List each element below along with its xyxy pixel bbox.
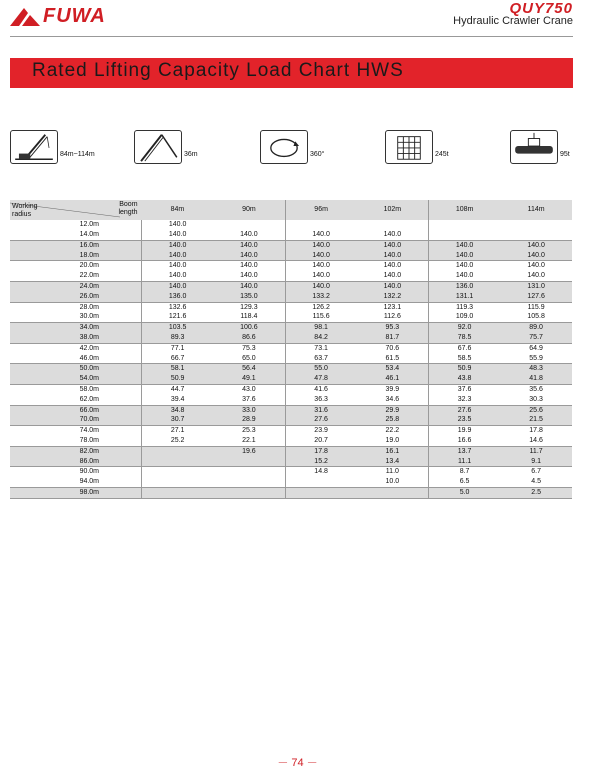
capacity-cell: 53.4 (385, 365, 400, 373)
capacity-cell: 140.0 (383, 241, 402, 249)
capacity-cell: 46.1 (357, 374, 429, 384)
radius-cell: 46.0m (10, 354, 142, 364)
capacity-cell: 86.6 (213, 333, 285, 343)
radius-cell: 86.0m (10, 457, 142, 467)
crawler-weight-label: 95t (560, 151, 570, 158)
capacity-cell: 131.0 (527, 282, 545, 290)
capacity-cell (142, 446, 214, 456)
table-corner-header (10, 200, 142, 220)
page-number: － 74 － (277, 757, 318, 769)
capacity-cell: 5.0 (428, 487, 500, 498)
capacity-cell: 140.0 (142, 281, 214, 291)
capacity-cell: 140.0 (428, 261, 500, 271)
capacity-cell: 4.5 (500, 477, 572, 487)
capacity-cell (142, 467, 214, 477)
capacity-cell: 70.6 (385, 344, 400, 352)
capacity-cell: 9.1 (500, 457, 572, 467)
capacity-cell: 25.2 (142, 436, 214, 446)
capacity-cell: 133.2 (285, 292, 357, 302)
capacity-cell: 56.4 (242, 365, 256, 373)
capacity-cell: 140.0 (142, 251, 214, 261)
load-chart-table (10, 200, 572, 499)
capacity-cell: 140.0 (213, 251, 285, 261)
capacity-cell: 6.7 (531, 468, 541, 476)
radius-cell: 90.0m (79, 468, 100, 476)
capacity-cell: 43.8 (428, 374, 500, 384)
radius-cell: 54.0m (10, 374, 142, 384)
table-row (10, 415, 572, 425)
table-row (10, 251, 572, 261)
capacity-cell: 140.0 (357, 271, 429, 281)
table-row (10, 240, 572, 250)
radius-cell: 34.0m (79, 324, 100, 332)
capacity-cell: 63.7 (285, 354, 357, 364)
jib-config (134, 130, 198, 164)
capacity-cell: 15.2 (285, 457, 357, 467)
radius-cell: 26.0m (10, 292, 142, 302)
table-row (10, 487, 572, 498)
capacity-cell: 112.6 (357, 312, 429, 322)
capacity-cell (285, 220, 357, 230)
radius-cell: 66.0m (79, 406, 100, 414)
capacity-cell: 19.9 (428, 426, 500, 436)
capacity-cell: 35.6 (529, 385, 543, 393)
capacity-cell: 61.5 (357, 354, 429, 364)
capacity-cell: 140.0 (527, 241, 545, 249)
table-row (10, 323, 572, 333)
capacity-cell: 121.6 (142, 312, 214, 322)
radius-cell: 98.0m (10, 487, 142, 498)
capacity-cell: 140.0 (285, 251, 357, 261)
rotation-icon (260, 130, 308, 164)
capacity-cell: 16.6 (428, 436, 500, 446)
col-header: 102m (383, 206, 402, 214)
table-row (10, 271, 572, 281)
capacity-cell: 16.1 (385, 447, 400, 455)
capacity-cell: 25.6 (529, 406, 543, 414)
configuration-icons (10, 130, 573, 164)
capacity-cell: 41.8 (500, 374, 572, 384)
capacity-cell (142, 457, 214, 467)
capacity-cell: 34.6 (357, 395, 429, 405)
capacity-cell: 29.9 (385, 406, 400, 414)
table-row (10, 405, 572, 415)
capacity-cell: 89.3 (142, 333, 214, 343)
capacity-cell: 140.0 (383, 282, 402, 290)
capacity-cell: 55.9 (500, 354, 572, 364)
capacity-cell (213, 477, 285, 487)
capacity-cell: 14.8 (285, 467, 357, 477)
capacity-cell: 23.5 (428, 415, 500, 425)
table-row (10, 333, 572, 343)
capacity-cell: 27.6 (428, 405, 500, 415)
capacity-cell: 58.1 (142, 364, 214, 374)
corner-radius-label: Working radius (12, 203, 38, 218)
capacity-cell: 19.6 (242, 447, 256, 455)
radius-cell: 62.0m (10, 395, 142, 405)
capacity-cell: 140.0 (285, 281, 357, 291)
capacity-cell: 140.0 (213, 230, 285, 240)
capacity-cell: 21.5 (500, 415, 572, 425)
capacity-cell: 140.0 (142, 261, 214, 271)
capacity-cell: 48.3 (529, 365, 543, 373)
radius-cell: 58.0m (79, 385, 100, 393)
table-row (10, 312, 572, 322)
radius-cell: 50.0m (79, 365, 100, 373)
capacity-cell (285, 477, 357, 487)
col-header: 108m (428, 200, 500, 220)
capacity-cell: 132.6 (142, 302, 214, 312)
table-body (10, 220, 572, 498)
capacity-cell: 28.9 (213, 415, 285, 425)
fuwa-mark-icon (10, 6, 40, 28)
capacity-cell: 13.7 (428, 446, 500, 456)
jib-icon (134, 130, 182, 164)
capacity-cell: 41.6 (285, 384, 357, 394)
capacity-cell: 36.3 (285, 395, 357, 405)
capacity-cell: 132.2 (357, 292, 429, 302)
capacity-cell: 140.0 (142, 220, 214, 230)
capacity-cell: 75.7 (500, 333, 572, 343)
capacity-cell: 50.9 (142, 374, 214, 384)
model-number: QUY750 (509, 0, 573, 17)
capacity-cell (500, 220, 572, 230)
capacity-cell: 115.6 (285, 312, 357, 322)
capacity-cell: 75.3 (242, 344, 256, 352)
table-row (10, 457, 572, 467)
capacity-cell: 17.8 (529, 427, 543, 435)
capacity-cell: 25.8 (357, 415, 429, 425)
capacity-cell: 73.1 (285, 343, 357, 353)
capacity-cell: 81.7 (357, 333, 429, 343)
capacity-cell: 140.0 (142, 230, 214, 240)
capacity-cell: 10.0 (357, 477, 429, 487)
capacity-cell: 98.1 (285, 323, 357, 333)
capacity-cell: 13.4 (357, 457, 429, 467)
radius-cell: 82.0m (79, 447, 100, 455)
capacity-cell: 33.0 (242, 406, 256, 414)
radius-cell: 16.0m (79, 241, 100, 249)
capacity-cell: 11.7 (529, 447, 543, 455)
table-row (10, 477, 572, 487)
capacity-cell: 43.0 (242, 385, 256, 393)
capacity-cell: 140.0 (285, 261, 357, 271)
capacity-cell: 140.0 (142, 271, 214, 281)
capacity-cell: 136.0 (142, 292, 214, 302)
capacity-cell: 127.6 (500, 292, 572, 302)
col-header: 96m (285, 200, 357, 220)
col-header: 90m (242, 206, 256, 214)
capacity-cell: 19.0 (357, 436, 429, 446)
radius-cell: 12.0m (79, 221, 100, 229)
rotation-label: 360° (310, 151, 325, 158)
capacity-cell (142, 487, 214, 498)
capacity-cell: 140.0 (527, 262, 545, 270)
capacity-cell: 58.5 (428, 354, 500, 364)
capacity-cell: 140.0 (357, 251, 429, 261)
capacity-cell: 140.0 (285, 271, 357, 281)
table-row (10, 220, 572, 230)
capacity-cell: 20.7 (285, 436, 357, 446)
table-row (10, 395, 572, 405)
table-header-row (10, 200, 572, 220)
table-row (10, 374, 572, 384)
boom-length-label: 84m~114m (60, 151, 95, 158)
capacity-cell: 135.0 (213, 292, 285, 302)
capacity-cell: 50.9 (428, 364, 500, 374)
capacity-cell: 123.1 (383, 303, 402, 311)
capacity-cell: 140.0 (240, 262, 258, 270)
table-row (10, 281, 572, 291)
brand-name: FUWA (43, 5, 106, 27)
capacity-cell: 31.6 (285, 405, 357, 415)
chart-title: Rated Lifting Capacity Load Chart HWS (32, 60, 404, 81)
capacity-cell (213, 457, 285, 467)
radius-cell: 38.0m (10, 333, 142, 343)
capacity-cell (285, 487, 357, 498)
capacity-cell: 30.3 (500, 395, 572, 405)
fuwa-logo (10, 5, 106, 28)
table-row (10, 261, 572, 271)
capacity-cell: 6.5 (428, 477, 500, 487)
table-row (10, 426, 572, 436)
capacity-cell: 119.3 (428, 302, 500, 312)
radius-cell: 28.0m (79, 303, 100, 311)
radius-cell: 74.0m (79, 427, 100, 435)
capacity-cell: 39.9 (385, 385, 400, 393)
capacity-cell: 100.6 (240, 324, 258, 332)
radius-cell: 22.0m (10, 271, 142, 281)
capacity-cell: 27.1 (142, 426, 214, 436)
capacity-cell: 2.5 (500, 487, 572, 498)
capacity-cell: 131.1 (428, 292, 500, 302)
radius-cell: 94.0m (10, 477, 142, 487)
counterweight-label: 245t (435, 151, 449, 158)
capacity-cell: 140.0 (428, 240, 500, 250)
radius-cell: 78.0m (10, 436, 142, 446)
capacity-cell: 103.5 (142, 323, 214, 333)
boom-crane-icon (10, 130, 58, 164)
capacity-cell (428, 230, 500, 240)
table-row (10, 364, 572, 374)
capacity-cell: 140.0 (428, 251, 500, 261)
capacity-cell: 11.1 (428, 457, 500, 467)
radius-cell: 30.0m (10, 312, 142, 322)
capacity-cell: 140.0 (383, 262, 402, 270)
capacity-cell: 22.2 (385, 427, 400, 435)
boom-config (10, 130, 95, 164)
capacity-cell: 23.9 (285, 426, 357, 436)
capacity-cell: 115.9 (527, 303, 545, 311)
capacity-cell: 17.8 (285, 446, 357, 456)
header-rule (10, 36, 573, 37)
capacity-cell: 25.3 (242, 427, 256, 435)
capacity-cell: 140.0 (500, 251, 572, 261)
crawler-icon (510, 130, 558, 164)
capacity-cell: 32.3 (428, 395, 500, 405)
capacity-cell: 66.7 (142, 354, 214, 364)
table-row (10, 384, 572, 394)
capacity-cell: 37.6 (428, 384, 500, 394)
capacity-cell (357, 487, 429, 498)
capacity-cell: 140.0 (213, 271, 285, 281)
capacity-cell: 140.0 (240, 241, 258, 249)
table-row (10, 467, 572, 477)
table-row (10, 354, 572, 364)
capacity-cell: 27.6 (285, 415, 357, 425)
capacity-cell: 55.0 (285, 364, 357, 374)
capacity-cell: 77.1 (142, 343, 214, 353)
table-row (10, 302, 572, 312)
radius-cell: 42.0m (79, 344, 100, 352)
radius-cell: 18.0m (10, 251, 142, 261)
capacity-cell (142, 477, 214, 487)
radius-cell: 14.0m (10, 230, 142, 240)
capacity-cell: 64.9 (529, 344, 543, 352)
capacity-cell: 30.7 (142, 415, 214, 425)
capacity-cell: 129.3 (240, 303, 258, 311)
title-banner (10, 58, 573, 88)
capacity-cell: 105.8 (500, 312, 572, 322)
table-row (10, 230, 572, 240)
col-header: 84m (170, 206, 185, 214)
capacity-cell: 11.0 (385, 468, 399, 476)
radius-cell: 20.0m (79, 262, 100, 270)
capacity-cell: 89.0 (529, 324, 543, 332)
capacity-cell: 140.0 (285, 240, 357, 250)
capacity-cell (428, 220, 500, 230)
capacity-cell: 140.0 (500, 271, 572, 281)
capacity-cell: 84.2 (285, 333, 357, 343)
table-row (10, 446, 572, 456)
capacity-cell (357, 220, 429, 230)
corner-boom-label: Boom length (118, 201, 138, 216)
capacity-cell (213, 487, 285, 498)
capacity-cell: 118.4 (213, 312, 285, 322)
table-row (10, 436, 572, 446)
counterweight-config (385, 130, 449, 164)
capacity-cell: 22.1 (213, 436, 285, 446)
capacity-cell: 126.2 (285, 302, 357, 312)
table-row (10, 343, 572, 353)
capacity-cell (500, 230, 572, 240)
radius-cell: 24.0m (79, 282, 100, 290)
capacity-cell: 95.3 (385, 324, 400, 332)
jib-length-label: 36m (184, 151, 198, 158)
capacity-cell: 140.0 (285, 230, 357, 240)
capacity-cell: 136.0 (428, 281, 500, 291)
capacity-cell: 44.7 (142, 384, 214, 394)
capacity-cell: 140.0 (428, 271, 500, 281)
capacity-cell: 8.7 (428, 467, 500, 477)
capacity-cell: 140.0 (142, 240, 214, 250)
capacity-cell: 14.6 (500, 436, 572, 446)
capacity-cell: 140.0 (240, 282, 258, 290)
capacity-cell: 37.6 (213, 395, 285, 405)
radius-cell: 70.0m (10, 415, 142, 425)
rotation-config (260, 130, 324, 164)
capacity-cell: 67.6 (428, 343, 500, 353)
capacity-cell: 47.8 (285, 374, 357, 384)
crawler-config (510, 130, 570, 164)
capacity-cell: 140.0 (357, 230, 429, 240)
table-row (10, 292, 572, 302)
capacity-cell: 34.8 (142, 405, 214, 415)
capacity-cell (213, 220, 285, 230)
capacity-cell: 109.0 (428, 312, 500, 322)
capacity-cell: 65.0 (213, 354, 285, 364)
capacity-cell: 78.5 (428, 333, 500, 343)
col-header: 114m (527, 206, 545, 214)
counterweight-icon (385, 130, 433, 164)
capacity-cell (213, 467, 285, 477)
capacity-cell: 49.1 (213, 374, 285, 384)
capacity-cell: 39.4 (142, 395, 214, 405)
capacity-cell: 92.0 (428, 323, 500, 333)
product-subtitle: Hydraulic Crawler Crane (453, 15, 573, 27)
